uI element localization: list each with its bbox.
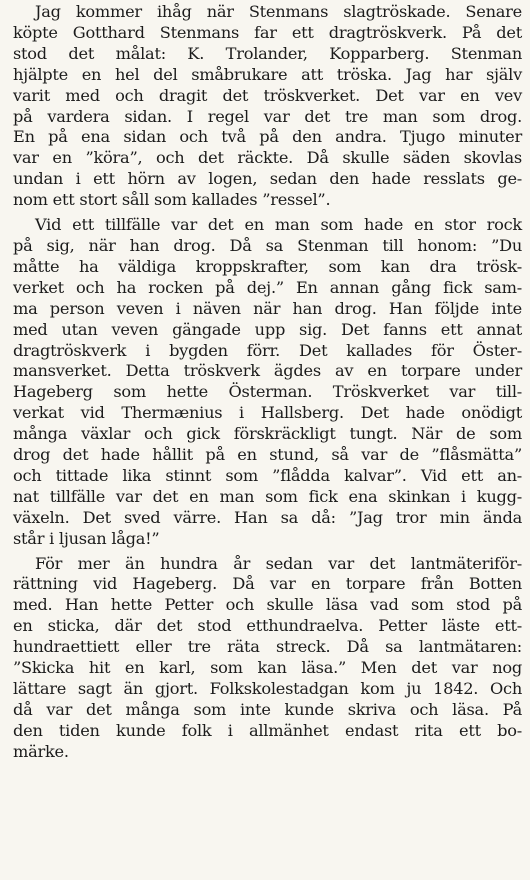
text-line: på sig, när han drog. Då sa Stenman till honom: ”Du [13, 235, 522, 255]
text-line: köpte Gotthard Stenmans far ett dragtröskverk. På det [13, 22, 522, 42]
paragraph-2 [13, 215, 522, 550]
text-line: hjälpte en hel del småbrukare att tröska. Jag har själv [13, 64, 522, 84]
text-line: måtte ha väldiga kroppskrafter, som kan dra trösk- [13, 256, 522, 276]
paragraph-3 [13, 554, 522, 763]
text-line: För mer än hundra år sedan var det lantmäteriför- [35, 553, 522, 573]
text-line: Vid ett tillfälle var det en man som hade en stor rock [35, 215, 522, 235]
text-line: mansverket. Detta tröskverk ägdes av en torpare under [13, 361, 522, 381]
text-line: ”Skicka hit en karl, som kan läsa.” Men det var nog [13, 658, 522, 678]
text-line: många växlar och gick förskräckligt tungt. När de som [13, 424, 522, 444]
text-line: den tiden kunde folk i allmänhet endast rita ett bo- [13, 720, 522, 740]
text-line: märke. [13, 741, 69, 761]
text-line: dragtröskverk i bygden förr. Det kallades för Öster- [13, 340, 522, 360]
text-line: växeln. Det sved värre. Han sa då: ”Jag tror min ända [13, 507, 522, 527]
text-line: Jag kommer ihåg när Stenmans slagtröskade. Senare [35, 2, 522, 21]
text-line: verkat vid Thermænius i Hallsberg. Det hade onödigt [13, 403, 522, 423]
text-line: med utan veven gängade upp sig. Det fanns ett annat [13, 319, 522, 339]
text-line: ma person veven i näven när han drog. Han följde inte [13, 298, 522, 318]
text-line: undan i ett hörn av logen, sedan den hade resslats ge- [13, 169, 522, 189]
text-line: stod det målat: K. Trolander, Kopparberg. Stenman [13, 43, 522, 63]
text-line: då var det många som inte kunde skriva och läsa. På [13, 699, 522, 719]
text-line: verket och ha rocken på dej.” En annan gång fick sam- [13, 277, 522, 297]
text-line: och tittade lika stinnt som ”flådda kalvar”. Vid ett an- [13, 465, 522, 485]
text-line: En på ena sidan och två på den andra. Tjugo minuter [13, 127, 522, 147]
text-line: står i ljusan låga!” [13, 528, 160, 548]
text-line: nat tillfälle var det en man som fick ena skinkan i kugg- [13, 486, 522, 506]
paragraph-1 [13, 2, 522, 211]
text-line: nom ett stort såll som kallades ”ressel”. [13, 190, 331, 210]
text-line: på vardera sidan. I regel var det tre man som drog. [13, 106, 522, 126]
text-line: varit med och dragit det tröskverket. Det var en vev [13, 85, 522, 105]
text-line: drog det hade hållit på en stund, så var de ”flåsmätta” [13, 445, 522, 465]
text-line: rättning vid Hageberg. Då var en torpare från Botten [13, 574, 522, 594]
text-line: med. Han hette Petter och skulle läsa vad som stod på [13, 595, 522, 615]
text-line: lättare sagt än gjort. Folkskolestadgan kom ju 1842. Och [13, 679, 522, 698]
text-column [13, 2, 522, 763]
text-line: var en ”köra”, och det räckte. Då skulle säden skovlas [13, 148, 522, 168]
text-line: hundraettiett eller tre räta streck. Då sa lantmätaren: [13, 637, 522, 657]
text-line: Hageberg som hette Österman. Tröskverket var till- [13, 382, 522, 402]
text-line: en sticka, där det stod etthundraelva. Petter läste ett- [13, 616, 522, 636]
